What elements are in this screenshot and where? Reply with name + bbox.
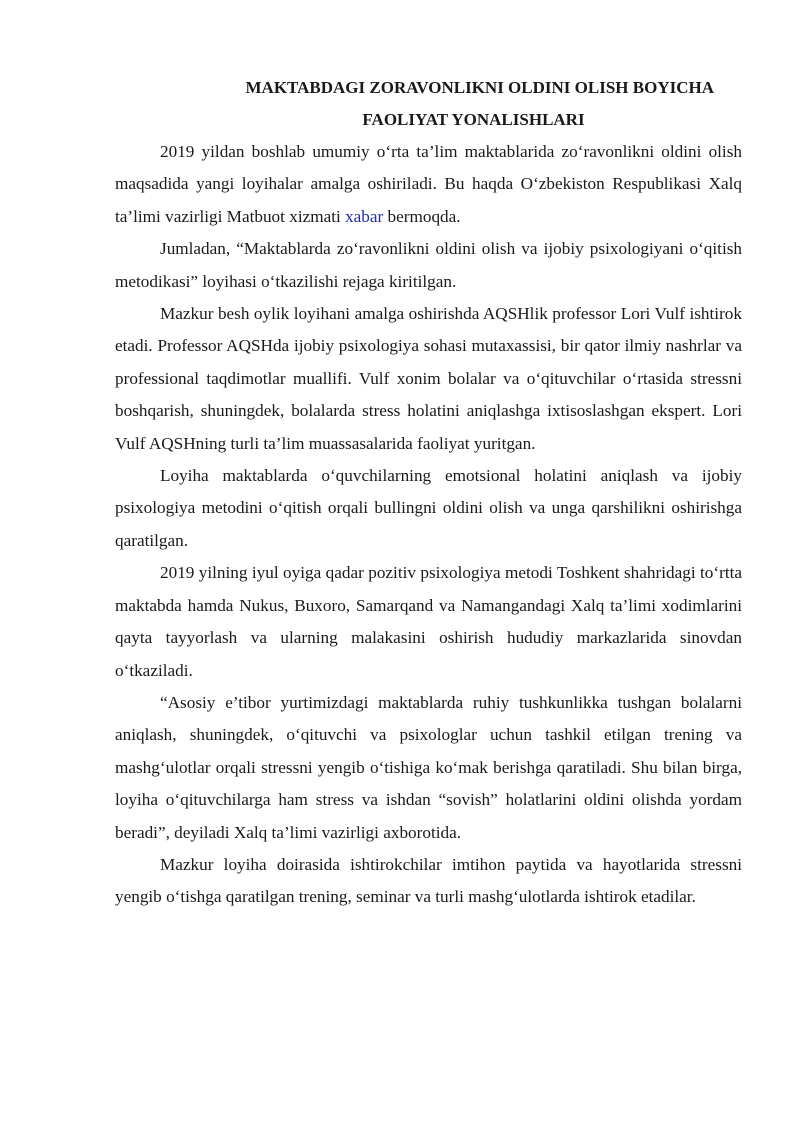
paragraph-pilot: 2019 yilning iyul oyiga qadar pozitiv psixologiya metodi Toshkent shahridagi to‘rtta maktabda hamda Nukus, Buxoro, Samarqand va Namangandagi Xalq ta’limi xodimlarini qayta tayyorlash va ularning malakasini oshirish hududiy markazlarida sinovdan o‘tkaziladi. [115, 563, 742, 680]
paragraph-participants: Mazkur loyiha doirasida ishtirokchilar imtihon paytida va hayotlarida stressni yengib o‘tishga qaratilgan trening, seminar va turli mashg‘ulotlarda ishtirok etadilar. [115, 854, 742, 907]
paragraph-project-name: Jumladan, “Maktablarda zo‘ravonlikni oldini olish va ijobiy psixologiyani o‘qitish metodikasi” loyihasi o‘tkazilishi rejaga kiritilgan. [115, 239, 742, 291]
paragraph-project-goal: Loyiha maktablarda o‘quvchilarning emotsional holatini aniqlash va ijobiy psixologiya metodini o‘qitish orqali bullingni oldini olish va unga qarshilikni oshirishga qaratilgan. [115, 466, 742, 550]
title-line-1: MAKTABDAGI ZORAVONLIKNI OLDINI OLISH BOYICHA [245, 78, 714, 97]
xabar-link[interactable]: xabar [345, 206, 384, 226]
paragraph-quote: “Asosiy e’tibor yurtimizdagi maktablarda ruhiy tushkunlikka tushgan bolalarni aniqlash, shuningdek, o‘qituvchi va psixologlar uchun tashkil etilgan trening va mashg‘ulotlar orqali stressni yengib o‘tishiga ko‘mak berishga qaratiladi. Shu bilan birga, loyiha o‘qituvchilarga ham stress va ishdan “sovish” holatlarini oldini olishda yordam beradi”, deyiladi Xalq ta’limi vazirligi axborotida. [115, 692, 742, 842]
paragraph-intro-text: 2019 yildan boshlab umumiy o‘rta ta’lim maktablarida zo‘ravonlikni oldini olish maqsadida yangi loyihalar amalga oshiriladi. Bu haqda O‘zbekiston Respublikasi Xalq ta’limi vazirligi Matbuot xizmati [115, 142, 742, 226]
paragraph-professor: Mazkur besh oylik loyihani amalga oshirishda AQSHlik professor Lori Vulf ishtirok etadi. Professor AQSHda ijobiy psixologiya sohasi mutaxassisi, bir qator ilmiy nashrlar va professional taqdimotlar muallifi. Vulf xonim bolalar va o‘qituvchilar o‘rtasida stressni boshqarish, shuningdek, bolalarda stress holatini aniqlashga ixtisoslashgan ekspert. Lori Vulf AQSHning turli ta’lim muassasalarida faoliyat yuritgan. [115, 304, 742, 453]
document-page [115, 72, 742, 914]
paragraph-intro-tail: bermoqda. [383, 206, 461, 226]
document-title [115, 72, 742, 136]
paragraph-intro [115, 136, 742, 233]
title-line-2: FAOLIYAT YONALISHLARI [362, 110, 585, 129]
